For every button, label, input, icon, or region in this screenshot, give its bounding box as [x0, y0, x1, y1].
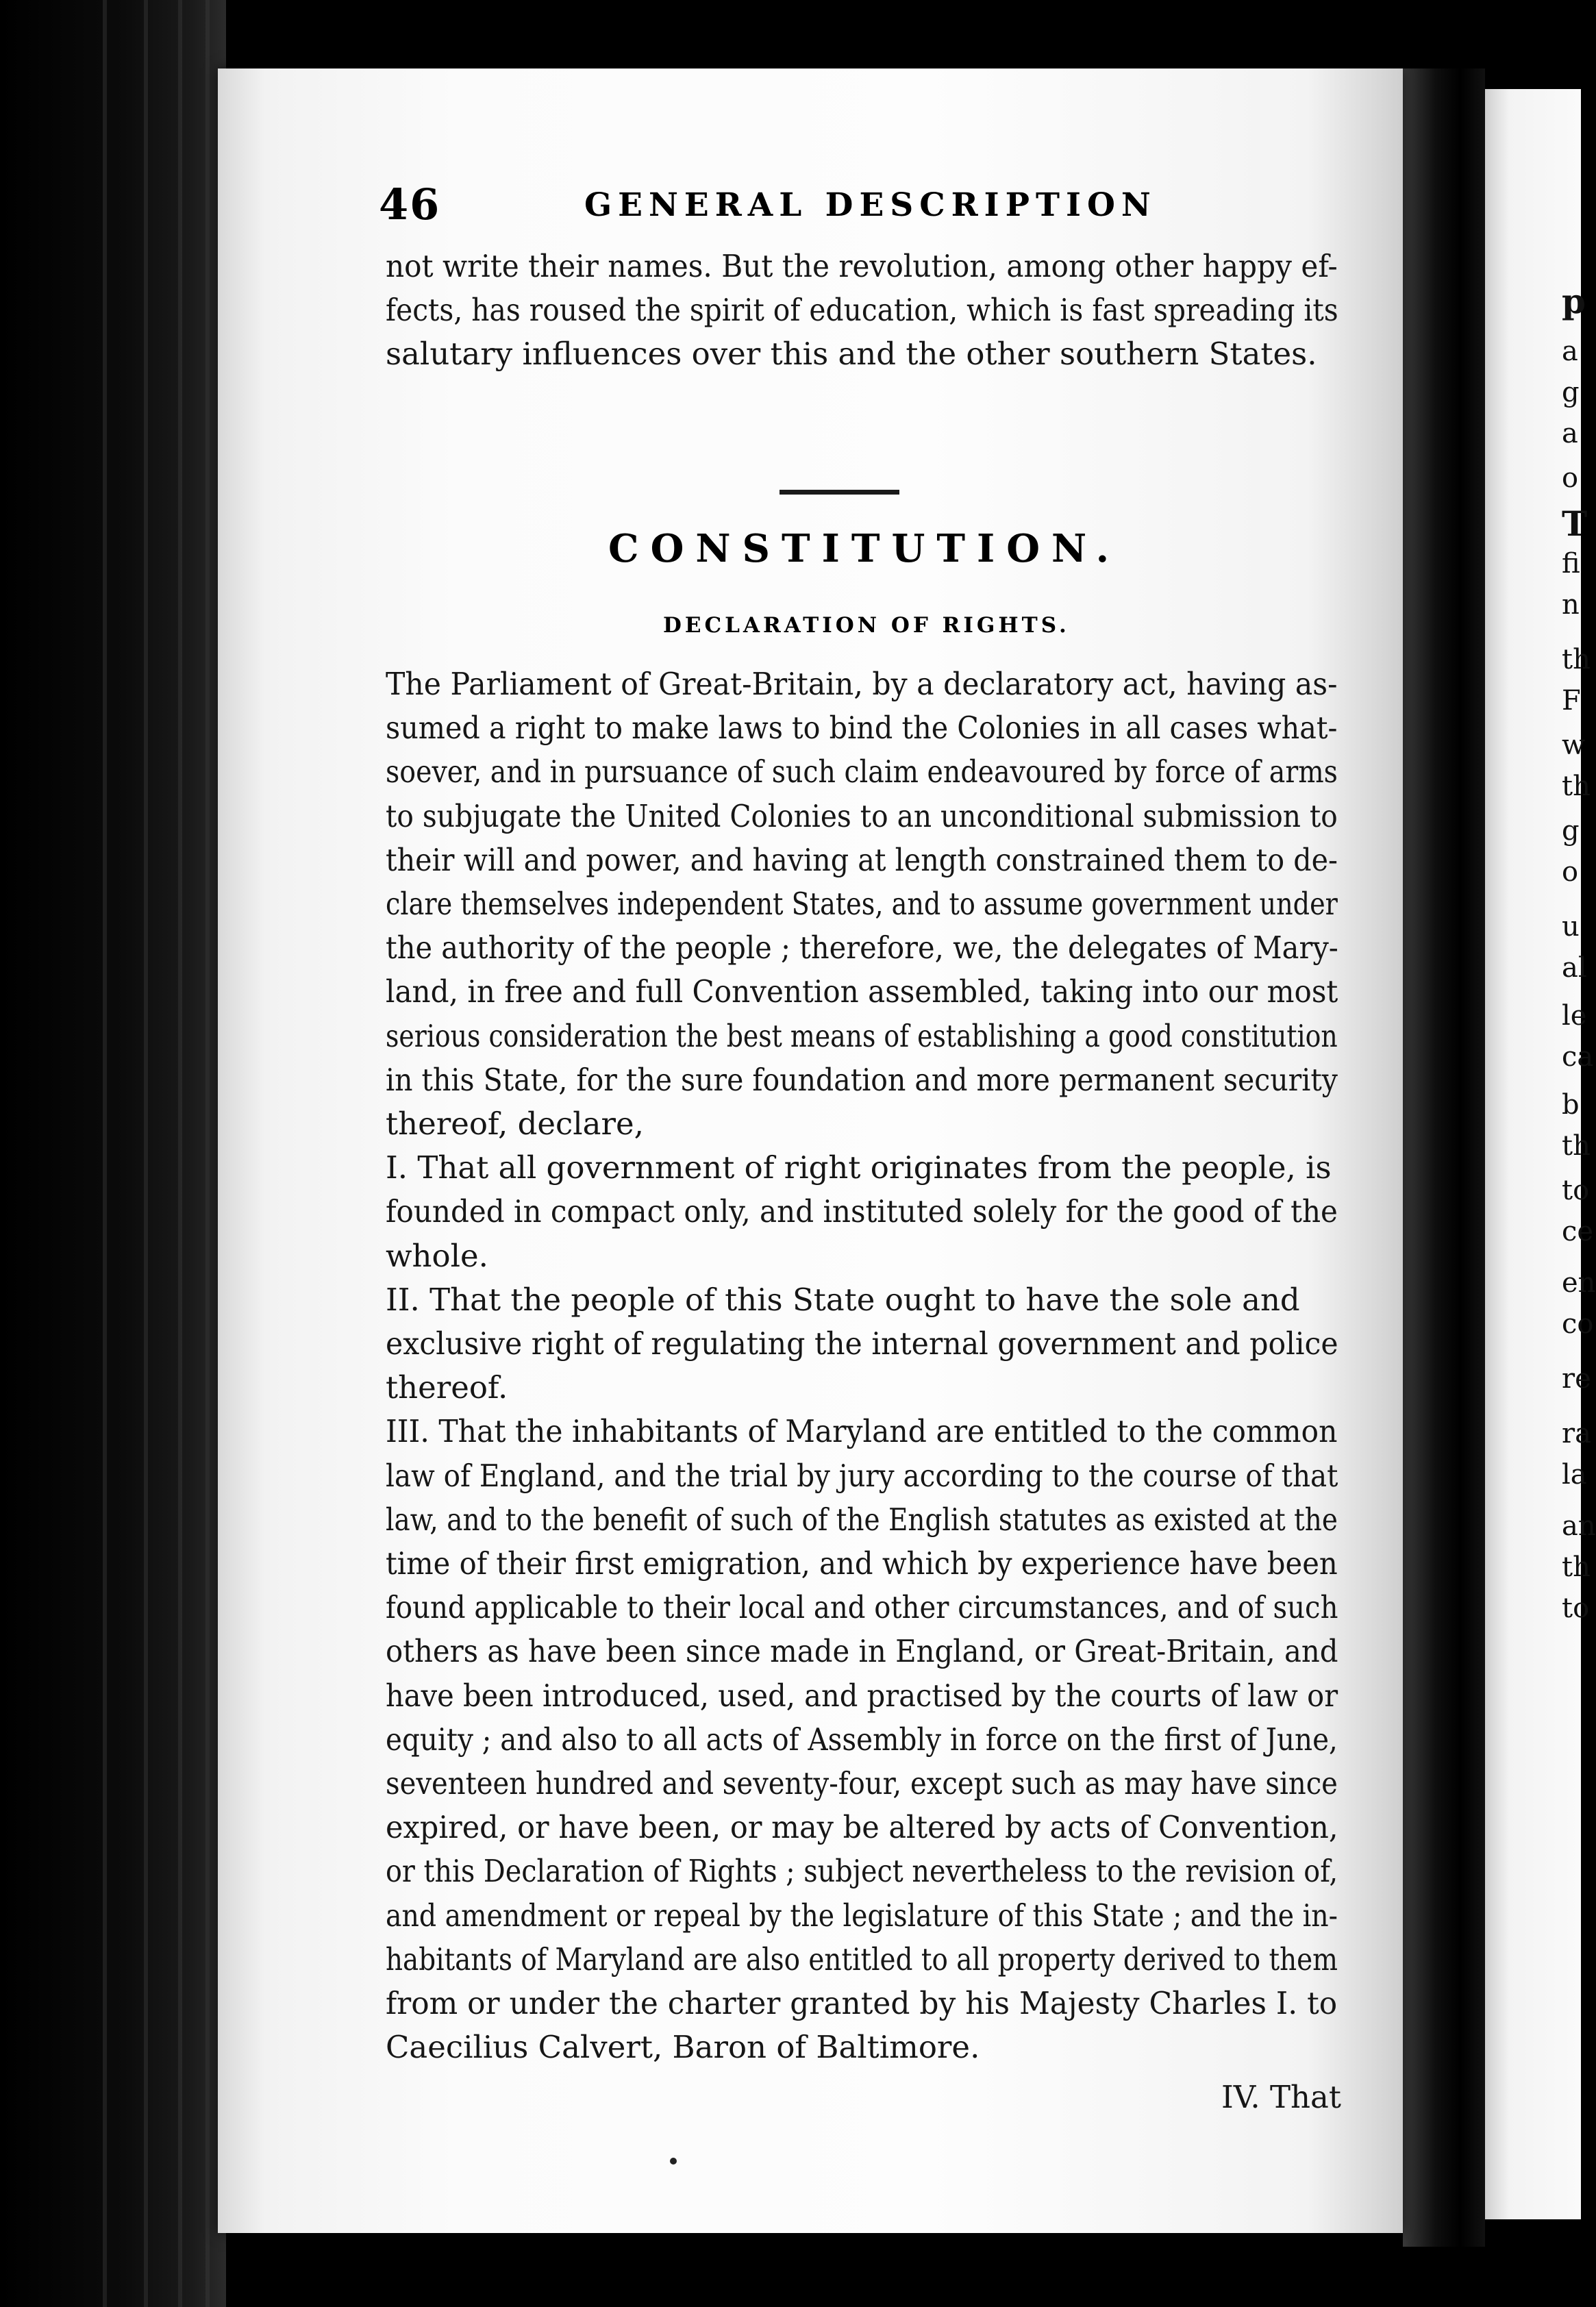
next-page-fragment: th: [1562, 644, 1591, 675]
next-page-fragment: w: [1562, 729, 1586, 761]
next-page-fragment: to: [1562, 1175, 1590, 1206]
next-page-fragment: b: [1562, 1089, 1580, 1121]
declaration-line: time of their first emigration, and which by experience have been: [386, 1545, 1338, 1582]
next-page-fragment: p: [1562, 281, 1586, 321]
next-page-fragment: g: [1562, 815, 1580, 847]
next-page-fragment: an: [1562, 1510, 1596, 1542]
declaration-line: serious consideration the best means of establishing a good constitution: [386, 1018, 1338, 1054]
intro-line: fects, has roused the spirit of education, which is fast spreading its: [386, 292, 1338, 328]
next-page-fragment: th: [1562, 1551, 1591, 1583]
declaration-line: and amendment or repeal by the legislature of this State ; and the in-: [386, 1897, 1338, 1934]
declaration-line: thereof.: [386, 1369, 508, 1406]
next-page-fragment: F: [1562, 685, 1581, 716]
next-page-fragment: re: [1562, 1363, 1591, 1395]
declaration-line: land, in free and full Convention assembled, taking into our most: [386, 973, 1338, 1010]
declaration-line: found applicable to their local and other circumstances, and of such: [386, 1589, 1338, 1625]
book-binding: [0, 0, 226, 2307]
next-page-fragment: fi: [1562, 548, 1580, 579]
declaration-line: the authority of the people ; therefore, we, the delegates of Mary-: [386, 930, 1338, 966]
declaration-line: seventeen hundred and seventy-four, except such as may have since: [386, 1765, 1338, 1801]
next-page-fragment: a: [1562, 418, 1578, 449]
intro-line: not write their names. But the revolution, among other happy ef-: [386, 248, 1338, 284]
next-page-fragment: al: [1562, 952, 1587, 984]
declaration-line: soever, and in pursuance of such claim endeavoured by force of arms: [386, 753, 1338, 790]
section-rule: [780, 490, 899, 495]
next-page-fragment: en: [1562, 1267, 1596, 1299]
next-page-fragment: g: [1562, 377, 1580, 408]
declaration-line: law, and to the benefit of such of the English statutes as existed at the: [386, 1501, 1338, 1538]
next-page-fragment: to: [1562, 1593, 1590, 1624]
next-page-fragment: n: [1562, 589, 1580, 621]
section-title: CONSTITUTION.: [608, 526, 1121, 571]
declaration-line: I. That all government of right originates from the people, is: [386, 1149, 1332, 1186]
declaration-line: thereof, declare,: [386, 1106, 644, 1142]
declaration-line: from or under the charter granted by his Majesty Charles I. to: [386, 1985, 1338, 2021]
section-subtitle: DECLARATION OF RIGHTS.: [663, 613, 1070, 638]
declaration-line: Caecilius Calvert, Baron of Baltimore.: [386, 2029, 980, 2065]
declaration-line: or this Declaration of Rights ; subject nevertheless to the revision of,: [386, 1853, 1338, 1889]
ink-speck: [670, 2158, 677, 2165]
declaration-line: others as have been since made in England, or Great-Britain, and: [386, 1633, 1338, 1669]
declaration-line: II. That the people of this State ought to have the sole and: [386, 1282, 1300, 1318]
next-page-fragment: o: [1562, 462, 1579, 494]
next-page-fragment: th: [1562, 1130, 1591, 1162]
catchword: IV. That: [1221, 2079, 1341, 2115]
declaration-line: their will and power, and having at length constrained them to de-: [386, 842, 1338, 878]
book-page: [218, 68, 1403, 2233]
next-page-fragment: le: [1562, 1000, 1587, 1032]
next-page-fragment: co: [1562, 1308, 1594, 1340]
next-page-fragment: u: [1562, 911, 1580, 943]
declaration-line: whole.: [386, 1238, 488, 1274]
next-page-fragment: ce: [1562, 1216, 1594, 1247]
declaration-line: habitants of Maryland are also entitled to all property derived to them: [386, 1941, 1338, 1978]
declaration-line: equity ; and also to all acts of Assembly in force on the first of June,: [386, 1721, 1338, 1758]
next-page-fragment: ca: [1562, 1041, 1594, 1073]
declaration-line: expired, or have been, or may be altered by acts of Convention,: [386, 1809, 1338, 1845]
next-page-fragment: th: [1562, 771, 1591, 802]
declaration-line: sumed a right to make laws to bind the Colonies in all cases what-: [386, 710, 1338, 746]
next-page-fragment: a: [1562, 336, 1578, 367]
next-page-fragment: ra: [1562, 1418, 1591, 1449]
page-gutter: [1403, 68, 1485, 2247]
declaration-line: clare themselves independent States, and to assume government under: [386, 886, 1338, 922]
declaration-line: III. That the inhabitants of Maryland are entitled to the common: [386, 1413, 1338, 1449]
declaration-line: in this State, for the sure foundation and more permanent security: [386, 1062, 1338, 1098]
declaration-line: exclusive right of regulating the internal government and police: [386, 1325, 1338, 1362]
declaration-line: founded in compact only, and instituted solely for the good of the: [386, 1193, 1338, 1230]
page-number: 46: [379, 179, 441, 229]
next-page-fragment: o: [1562, 856, 1579, 888]
declaration-line: have been introduced, used, and practised by the courts of law or: [386, 1678, 1338, 1714]
next-page-fragment: T: [1562, 503, 1588, 544]
intro-line: salutary influences over this and the other southern States.: [386, 336, 1317, 372]
next-page-fragment: la: [1562, 1459, 1587, 1491]
declaration-line: to subjugate the United Colonies to an unconditional submission to: [386, 798, 1338, 834]
declaration-line: law of England, and the trial by jury according to the course of that: [386, 1458, 1338, 1494]
running-head: GENERAL DESCRIPTION: [584, 186, 1157, 224]
declaration-line: The Parliament of Great-Britain, by a declaratory act, having as-: [386, 666, 1338, 702]
page-header: [379, 179, 1307, 241]
next-page-edge: [1485, 89, 1596, 2219]
